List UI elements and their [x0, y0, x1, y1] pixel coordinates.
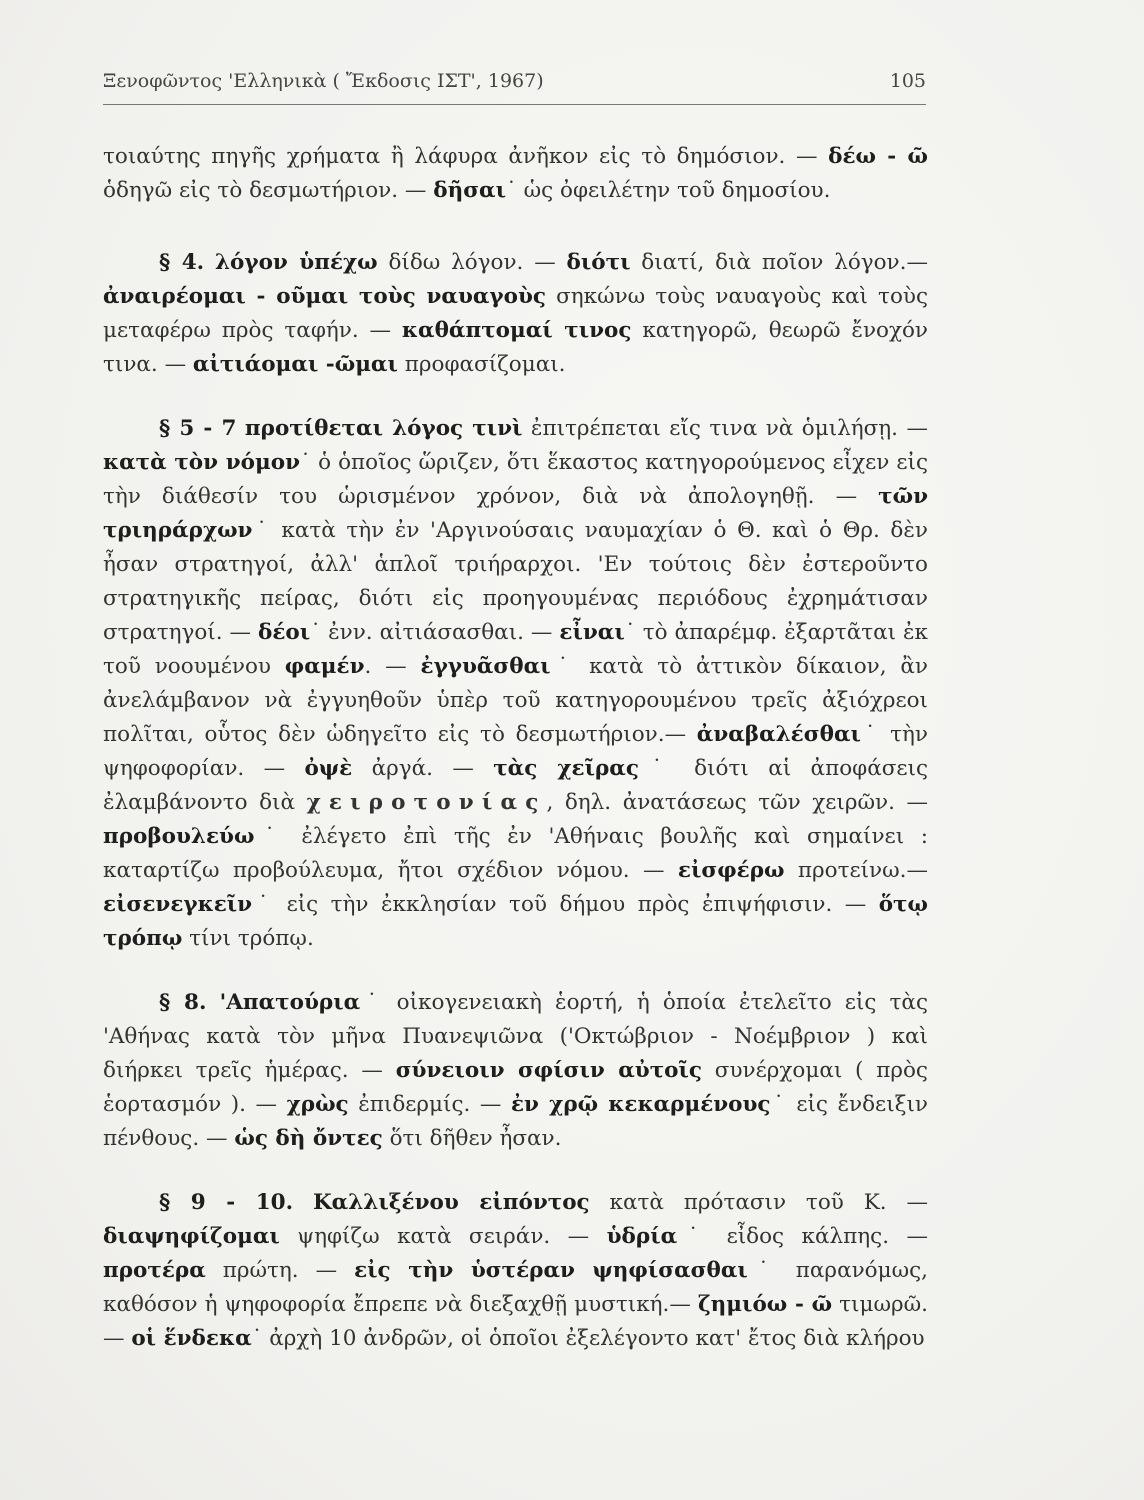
- paragraph-section-9-10: § 9 - 10. Καλλιξένου εἰπόντος κατὰ πρότασιν τοῦ Κ. — διαψηφίζομαι ψηφίζω κατὰ σειράν. — ὑδρία˙ εἶδος κάλπης. — προτέρα πρώτη. — εἰς τὴν ὑστέραν ψηφίσασθαι˙ παρανόμως, καθόσον ἡ ψηφοφορία ἔπρεπε νὰ διεξαχθῇ μυστική.— ζημιόω - ῶ τιμωρῶ. — οἱ ἕνδεκα˙ ἀρχὴ 10 ἀνδρῶν, οἱ ὁποῖοι ἐξελέγοντο κατ' ἔτος διὰ κλήρου: [103, 1190, 928, 1351]
- header-title: Ξενοφῶντος 'Ελληνικὰ ( Ἔκδοσις ΙΣΤ', 1967): [103, 70, 544, 92]
- section-marker: § 9 - 10.: [159, 1190, 294, 1215]
- paragraph-continuation: τοιαύτης πηγῆς χρήματα ἢ λάφυρα ἀνῆκον εἰς τὸ δημόσιον. — δέω - ῶ ὁδηγῶ εἰς τὸ δεσμωτήριον. — δῆσαι˙ ὡς ὀφειλέτην τοῦ δημοσίου.: [103, 144, 928, 203]
- page-number: 105: [889, 70, 926, 92]
- section-marker: § 8.: [159, 990, 207, 1015]
- body-text: [103, 140, 928, 1386]
- paragraph-section-8: § 8. 'Απατούρια˙ οἰκογενειακὴ ἑορτή, ἡ ὁποία ἐτελεῖτο εἰς τὰς 'Αθήνας κατὰ τὸν μῆνα Πυανεψιῶνα ('Οκτώβριον - Νοέμβριον ) καὶ διήρκει τρεῖς ἡμέρας. — σύνειοιν σφίσιν αὐτοῖς συνέρχομαι ( πρὸς ἑορτασμόν ). — χρὼς ἐπιδερμίς. — ἐν χρῷ κεκαρμένους˙ εἰς ἔνδειξιν πένθους. — ὡς δὴ ὄντες ὅτι δῆθεν ἦσαν.: [103, 990, 928, 1151]
- section-marker: § 4.: [159, 250, 205, 275]
- running-header: [103, 70, 926, 105]
- section-marker: § 5 - 7: [159, 416, 237, 441]
- paragraph-section-4: § 4. λόγον ὑπέχω δίδω λόγον. — διότι διατί, διὰ ποῖον λόγον.—ἀναιρέομαι - οῦμαι τοὺς ναυαγοὺς σηκώνω τοὺς ναυαγοὺς καὶ τοὺς μεταφέρω πρὸς ταφήν. — καθάπτομαί τινος κατηγορῶ, θεωρῶ ἔνοχόν τινα. — αἰτιάομαι -ῶμαι προφασίζομαι.: [103, 250, 929, 377]
- paragraph-section-5-7: § 5 - 7 προτίθεται λόγος τινὶ ἐπιτρέπεται εἴς τινα νὰ ὁμιλήσῃ. — κατὰ τὸν νόμον˙ ὁ ὁποῖος ὥριζεν, ὅτι ἕκαστος κατηγορούμενος εἶχεν εἰς τὴν διάθεσίν του ὡρισμένον χρόνον, διὰ νὰ ἀπολογηθῇ. — τῶν τριηράρχων˙ κατὰ τὴν ἐν 'Αργινούσαις ναυμαχίαν ὁ Θ. καὶ ὁ Θρ. δὲν ἦσαν στρατηγοί, ἀλλ' ἁπλοῖ τριήραρχοι. 'Εν τούτοις δὲν ἐστεροῦντο στρατηγικῆς πείρας, διότι εἰς προηγουμένας περιόδους ἐχρημάτισαν στρατηγοί. — δέοι˙ ἐνν. αἰτιάσασθαι. — εἶναι˙ τὸ ἀπαρέμφ. ἐξαρτᾶται ἐκ τοῦ νοουμένου φαμέν. — ἐγγυᾶσθαι˙ κατὰ τὸ ἀττικὸν δίκαιον, ἂν ἀνελάμβανον νὰ ἐγγυηθοῦν ὑπὲρ τοῦ κατηγορουμένου τρεῖς ἀξιόχρεοι πολῖται, οὗτος δὲν ὡδηγεῖτο εἰς τὸ δεσμωτήριον.— ἀναβαλέσθαι˙ τὴν ψηφοφορίαν. — ὀψὲ ἀργά. — τὰς χεῖρας˙ διότι αἱ ἀποφάσεις ἐλαμβάνοντο διὰ χειροτονίας, δηλ. ἀνατάσεως τῶν χειρῶν. — προβουλεύω˙ ἐλέγετο ἐπὶ τῆς ἐν 'Αθήναις βουλῆς καὶ σημαίνει : καταρτίζω προβούλευμα, ἤτοι σχέδιον νόμου. — εἰσφέρω προτείνω.— εἰσενεγκεῖν˙ εἰς τὴν ἐκκλησίαν τοῦ δήμου πρὸς ἐπιψήφισιν. — ὅτῳ τρόπῳ τίνι τρόπῳ.: [103, 416, 929, 951]
